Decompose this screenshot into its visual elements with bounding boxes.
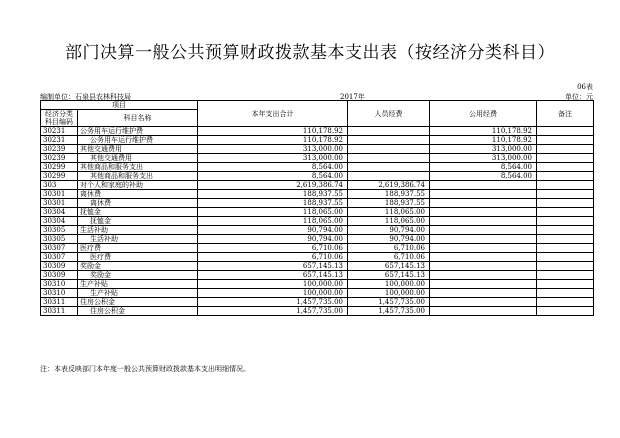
table-row — [41, 289, 594, 298]
row-public: 110,178.92 — [430, 127, 537, 136]
row-personnel: 118,065.00 — [348, 217, 430, 226]
row-name: 其他交通费用 — [78, 154, 198, 163]
row-code: 30231 — [41, 127, 78, 136]
row-total: 188,937.55 — [198, 190, 348, 199]
row-public: 110,178.92 — [430, 136, 537, 145]
row-remark — [537, 280, 594, 289]
expenditure-table — [40, 100, 594, 316]
row-personnel — [348, 136, 430, 145]
table-row — [41, 280, 594, 289]
row-personnel: 188,937.55 — [348, 199, 430, 208]
row-public — [430, 271, 537, 280]
table-code: 06表 — [577, 83, 593, 91]
row-remark — [537, 217, 594, 226]
row-public — [430, 298, 537, 307]
table-row — [41, 154, 594, 163]
table-row — [41, 217, 594, 226]
row-personnel: 2,619,386.74 — [348, 181, 430, 190]
row-name: 公务用车运行维护费 — [78, 136, 198, 145]
row-personnel: 6,710.06 — [348, 244, 430, 253]
table-body — [41, 127, 594, 316]
row-remark — [537, 190, 594, 199]
row-code: 30231 — [41, 136, 78, 145]
header-subject-name: 科目名称 — [78, 110, 198, 127]
row-personnel: 100,000.00 — [348, 289, 430, 298]
row-name: 生活补助 — [78, 235, 198, 244]
table-row — [41, 199, 594, 208]
table-row — [41, 136, 594, 145]
org-label: 编制单位：石泉县农林科技局 — [40, 93, 131, 101]
row-public — [430, 208, 537, 217]
row-name: 住房公积金 — [78, 307, 198, 316]
row-personnel: 1,457,735.00 — [348, 298, 430, 307]
row-total: 8,564.00 — [198, 163, 348, 172]
row-total: 90,794.00 — [198, 235, 348, 244]
row-personnel — [348, 163, 430, 172]
table-row — [41, 208, 594, 217]
row-personnel: 657,145.13 — [348, 271, 430, 280]
row-total: 1,457,735.00 — [198, 307, 348, 316]
row-personnel: 90,794.00 — [348, 226, 430, 235]
row-code: 30310 — [41, 280, 78, 289]
row-remark — [537, 154, 594, 163]
row-personnel: 90,794.00 — [348, 235, 430, 244]
row-remark — [537, 262, 594, 271]
row-code: 30305 — [41, 226, 78, 235]
row-public — [430, 181, 537, 190]
row-total: 1,457,735.00 — [198, 298, 348, 307]
row-public — [430, 217, 537, 226]
row-public: 8,564.00 — [430, 172, 537, 181]
row-remark — [537, 172, 594, 181]
row-remark — [537, 136, 594, 145]
row-code: 30239 — [41, 145, 78, 154]
table-row — [41, 127, 594, 136]
year-label: 2017年 — [340, 93, 365, 101]
header-remark: 备注 — [537, 101, 594, 127]
row-code: 30309 — [41, 262, 78, 271]
row-name: 抚恤金 — [78, 217, 198, 226]
row-personnel: 6,710.06 — [348, 253, 430, 262]
row-name: 抚恤金 — [78, 208, 198, 217]
table-row — [41, 271, 594, 280]
row-remark — [537, 181, 594, 190]
row-personnel: 188,937.55 — [348, 190, 430, 199]
row-remark — [537, 226, 594, 235]
row-code: 30299 — [41, 172, 78, 181]
header-econ-code: 经济分类科目编码 — [41, 110, 78, 127]
row-total: 90,794.00 — [198, 226, 348, 235]
row-public: 313,000.00 — [430, 154, 537, 163]
row-name: 离休费 — [78, 190, 198, 199]
unit-label: 单位：元 — [565, 93, 593, 101]
row-code: 30311 — [41, 298, 78, 307]
row-remark — [537, 244, 594, 253]
row-code: 30304 — [41, 208, 78, 217]
row-code: 30305 — [41, 235, 78, 244]
row-total: 100,000.00 — [198, 289, 348, 298]
row-name: 公务用车运行维护费 — [78, 127, 198, 136]
row-name: 生产补贴 — [78, 280, 198, 289]
row-public — [430, 190, 537, 199]
row-total: 657,145.13 — [198, 262, 348, 271]
table-row — [41, 253, 594, 262]
row-code: 30304 — [41, 217, 78, 226]
row-public — [430, 226, 537, 235]
header-total: 本年支出合计 — [198, 101, 348, 127]
row-public — [430, 199, 537, 208]
row-public — [430, 253, 537, 262]
row-remark — [537, 235, 594, 244]
row-code: 30311 — [41, 307, 78, 316]
row-personnel — [348, 127, 430, 136]
row-public — [430, 244, 537, 253]
row-public — [430, 289, 537, 298]
row-personnel: 118,065.00 — [348, 208, 430, 217]
row-personnel — [348, 154, 430, 163]
table-row — [41, 235, 594, 244]
footnote: 注：本表反映部门本年度一般公共预算财政拨款基本支出明细情况。 — [40, 365, 250, 373]
table-row — [41, 145, 594, 154]
row-code: 30301 — [41, 199, 78, 208]
row-total: 313,000.00 — [198, 145, 348, 154]
row-personnel — [348, 172, 430, 181]
row-code: 30239 — [41, 154, 78, 163]
row-name: 奖励金 — [78, 262, 198, 271]
row-total: 8,564.00 — [198, 172, 348, 181]
row-total: 110,178.92 — [198, 136, 348, 145]
table-row — [41, 190, 594, 199]
row-name: 生活补助 — [78, 226, 198, 235]
table-row — [41, 244, 594, 253]
row-code: 30299 — [41, 163, 78, 172]
row-remark — [537, 307, 594, 316]
row-personnel: 100,000.00 — [348, 280, 430, 289]
row-public: 8,564.00 — [430, 163, 537, 172]
row-name: 奖励金 — [78, 271, 198, 280]
row-total: 2,619,386.74 — [198, 181, 348, 190]
row-remark — [537, 289, 594, 298]
row-total: 188,937.55 — [198, 199, 348, 208]
row-total: 657,145.13 — [198, 271, 348, 280]
row-personnel: 1,457,735.00 — [348, 307, 430, 316]
row-total: 313,000.00 — [198, 154, 348, 163]
row-total: 118,065.00 — [198, 208, 348, 217]
row-remark — [537, 163, 594, 172]
row-total: 110,178.92 — [198, 127, 348, 136]
row-name: 住房公积金 — [78, 298, 198, 307]
row-code: 30307 — [41, 253, 78, 262]
row-name: 生产补贴 — [78, 289, 198, 298]
row-total: 118,065.00 — [198, 217, 348, 226]
row-total: 6,710.06 — [198, 244, 348, 253]
row-public — [430, 280, 537, 289]
row-name: 离休费 — [78, 199, 198, 208]
row-remark — [537, 199, 594, 208]
row-name: 医疗费 — [78, 253, 198, 262]
row-name: 对个人和家庭的补助 — [78, 181, 198, 190]
row-name: 其他商品和服务支出 — [78, 163, 198, 172]
row-public: 313,000.00 — [430, 145, 537, 154]
row-remark — [537, 127, 594, 136]
header-public: 公用经费 — [430, 101, 537, 127]
header-personnel: 人员经费 — [348, 101, 430, 127]
row-code: 30301 — [41, 190, 78, 199]
header-item: 项目 — [41, 101, 198, 110]
row-total: 100,000.00 — [198, 280, 348, 289]
row-remark — [537, 271, 594, 280]
row-code: 30310 — [41, 289, 78, 298]
table-row — [41, 181, 594, 190]
row-personnel — [348, 145, 430, 154]
row-public — [430, 307, 537, 316]
table-row — [41, 163, 594, 172]
row-code: 303 — [41, 181, 78, 190]
table-row — [41, 226, 594, 235]
row-personnel: 657,145.13 — [348, 262, 430, 271]
row-public — [430, 235, 537, 244]
table-row — [41, 172, 594, 181]
row-total: 6,710.06 — [198, 253, 348, 262]
row-code: 30307 — [41, 244, 78, 253]
table-row — [41, 262, 594, 271]
row-name: 其他商品和服务支出 — [78, 172, 198, 181]
page-title: 部门决算一般公共预算财政拨款基本支出表（按经济分类科目） — [65, 43, 555, 63]
row-public — [430, 262, 537, 271]
table-row — [41, 298, 594, 307]
row-name: 医疗费 — [78, 244, 198, 253]
row-remark — [537, 145, 594, 154]
table-row — [41, 307, 594, 316]
row-remark — [537, 208, 594, 217]
row-remark — [537, 253, 594, 262]
row-remark — [537, 298, 594, 307]
row-name: 其他交通费用 — [78, 145, 198, 154]
row-code: 30309 — [41, 271, 78, 280]
